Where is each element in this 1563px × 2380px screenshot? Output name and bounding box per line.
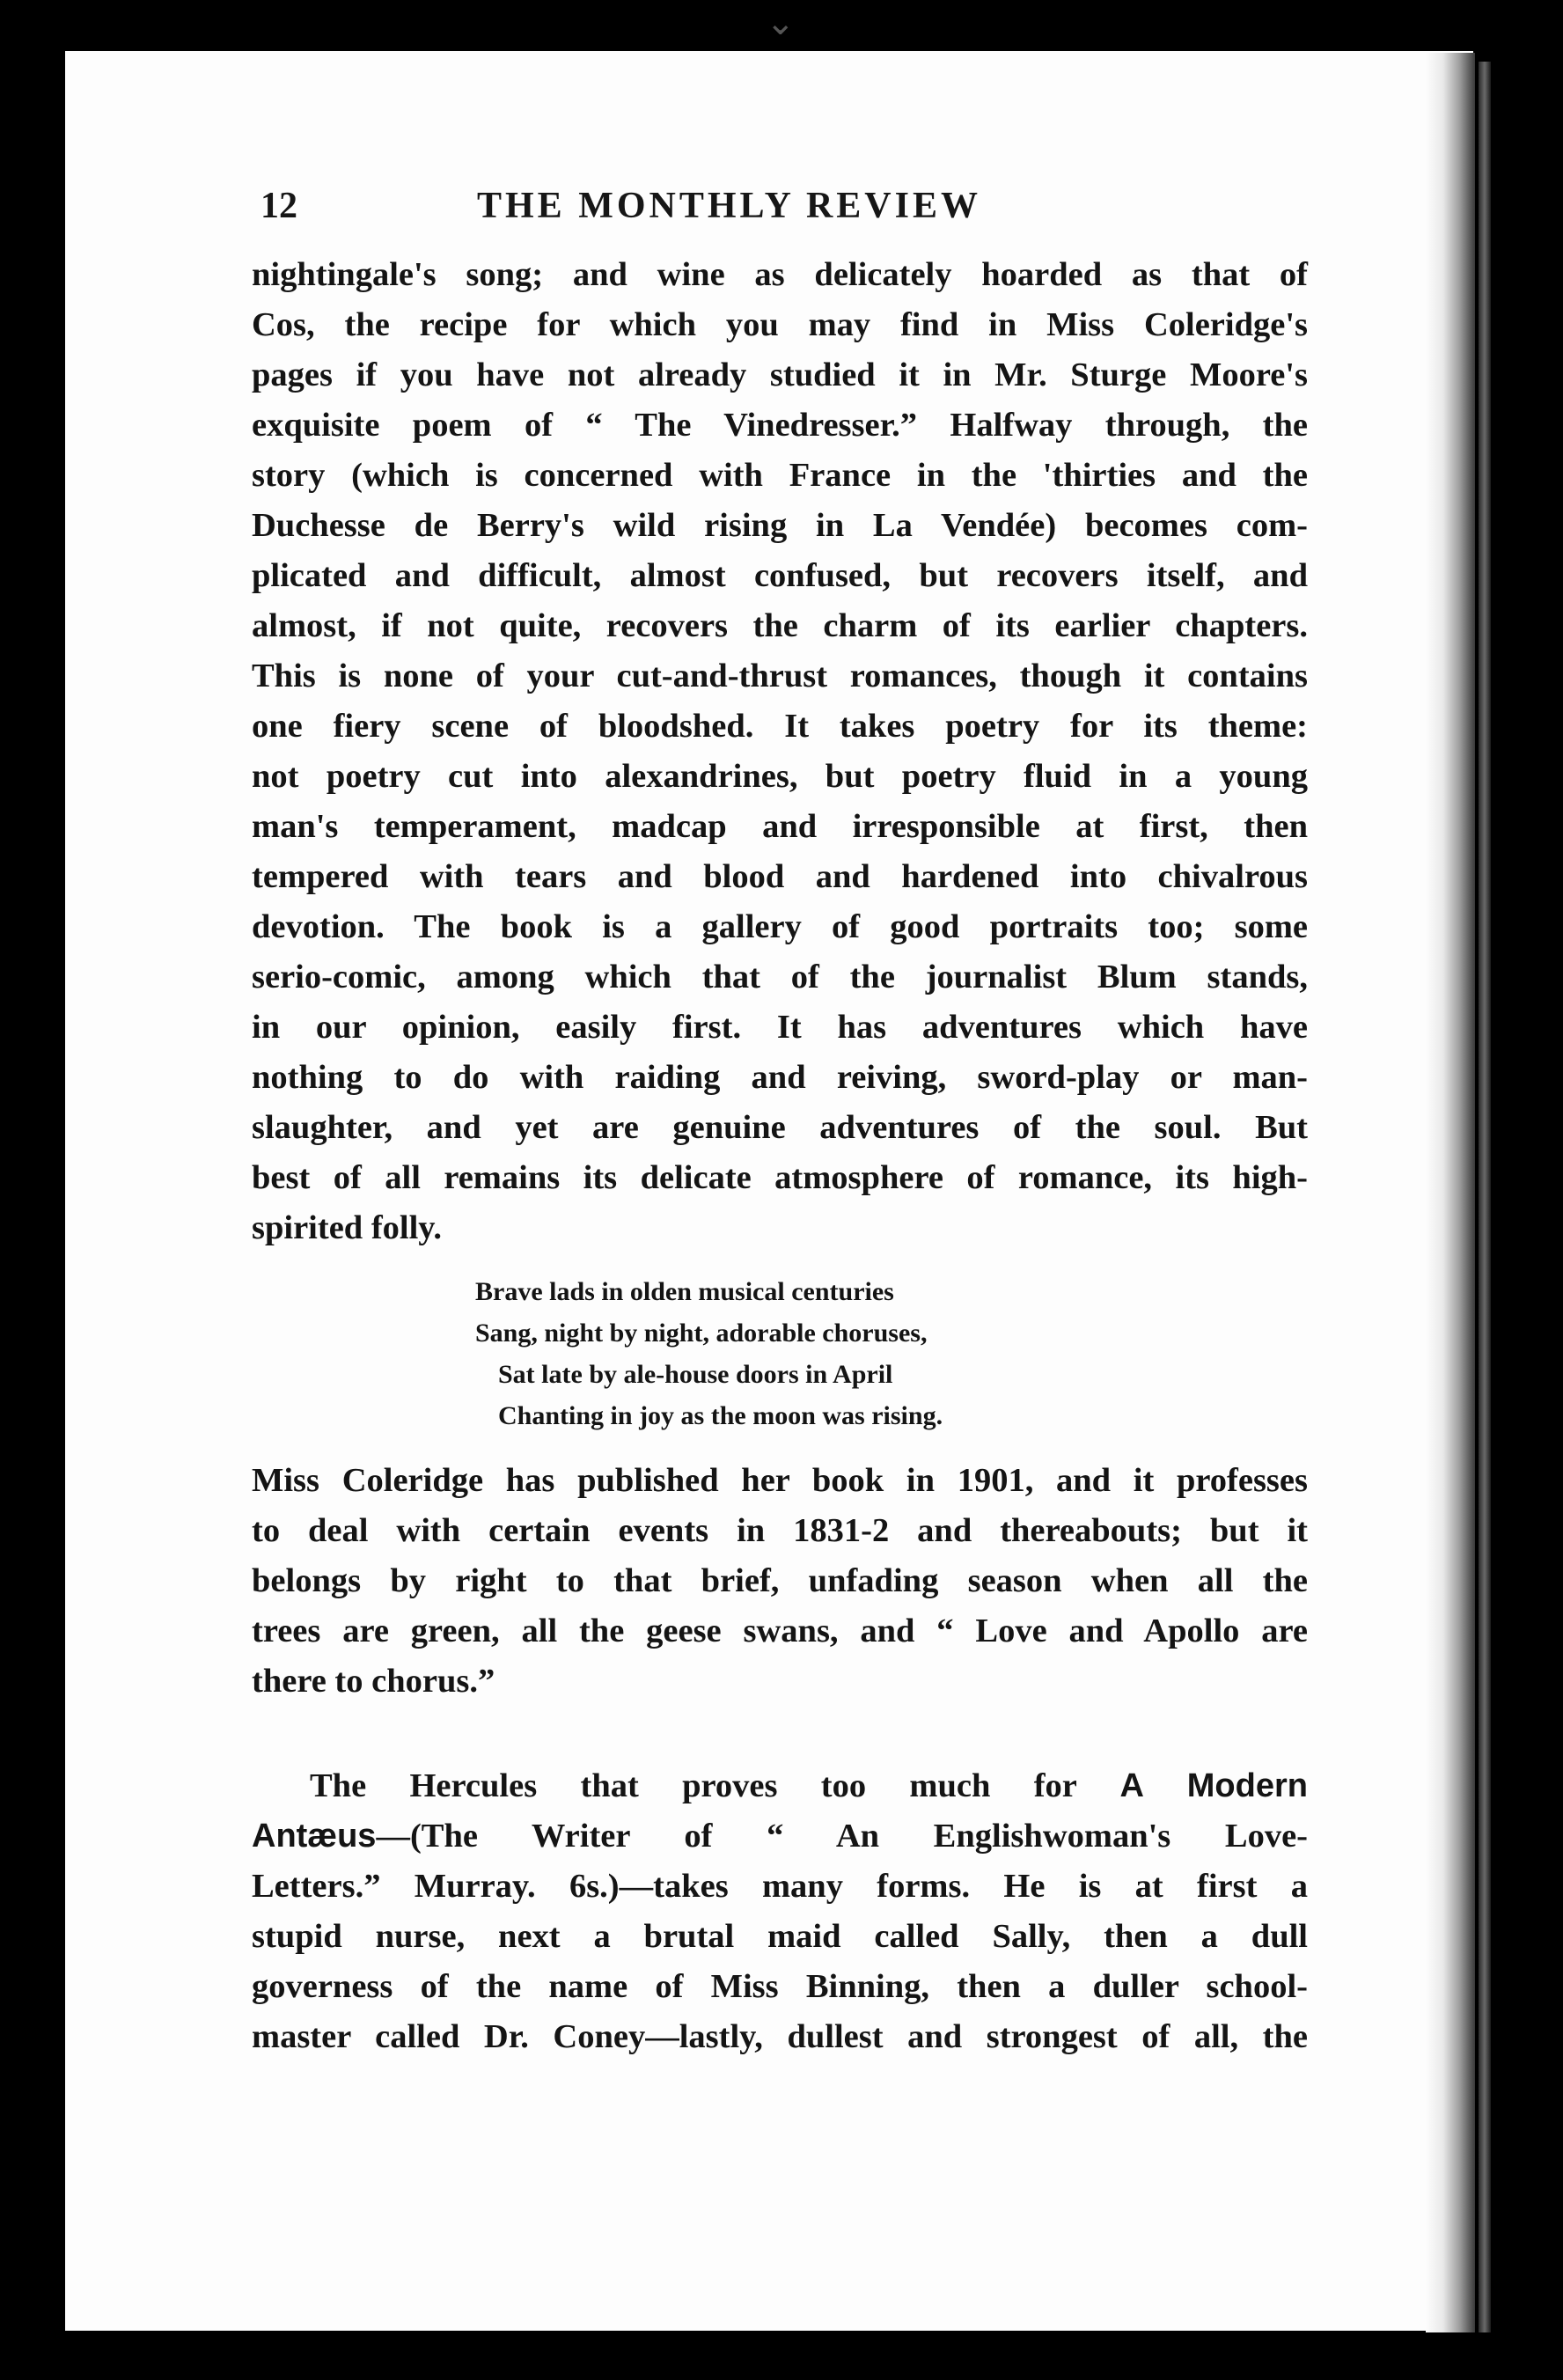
book-title: A Modern bbox=[1119, 1767, 1308, 1804]
text-line: Duchesse de Berry's wild rising in La Vendée) becomes com- bbox=[252, 507, 1308, 544]
text-line: Cos, the recipe for which you may find in Miss Coleridge's bbox=[252, 306, 1308, 343]
text-line: story (which is concerned with France in the 'thirties and the bbox=[252, 457, 1308, 494]
text-line: This is none of your cut-and-thrust romances, though it contains bbox=[252, 657, 1308, 694]
paragraph-1 bbox=[252, 250, 1308, 1253]
text-line: one fiery scene of bloodshed. It takes poetry for its theme: bbox=[252, 708, 1308, 745]
text-line: stupid nurse, next a brutal maid called Sally, then a dull bbox=[252, 1918, 1308, 1955]
text-line: master called Dr. Coney—lastly, dullest and strongest of all, the bbox=[252, 2018, 1308, 2055]
section-gap bbox=[252, 1707, 1308, 1761]
verse-line: Chanting in joy as the moon was rising. bbox=[498, 1401, 943, 1430]
verse-line: Sat late by ale-house doors in April bbox=[498, 1360, 893, 1389]
text-line: almost, if not quite, recovers the charm of its earlier chapters. bbox=[252, 607, 1308, 644]
text-line bbox=[252, 1811, 1308, 1862]
page-gutter bbox=[1479, 62, 1491, 2332]
verse-line: Sang, night by night, adorable choruses, bbox=[475, 1319, 928, 1348]
text-line: governess of the name of Miss Binning, then a duller school- bbox=[252, 1968, 1308, 2005]
text-line: in our opinion, easily first. It has adventures which have bbox=[252, 1009, 1308, 1046]
page-edge-shadow bbox=[1426, 53, 1475, 2332]
text-line: pages if you have not already studied it in Mr. Sturge Moore's bbox=[252, 356, 1308, 393]
text-line: nightingale's song; and wine as delicately hoarded as that of bbox=[252, 256, 1308, 293]
running-title: THE MONTHLY REVIEW bbox=[477, 186, 981, 226]
text-line: tempered with tears and blood and hardened into chivalrous bbox=[252, 858, 1308, 895]
text-line: belongs by right to that brief, unfading season when all the bbox=[252, 1562, 1308, 1599]
text-line: slaughter, and yet are genuine adventures of the soul. But bbox=[252, 1109, 1308, 1146]
page-body bbox=[252, 250, 1308, 2062]
text-line: serio-comic, among which that of the journalist Blum stands, bbox=[252, 959, 1308, 995]
text-fragment: —(The Writer of “ An Englishwoman's Love- bbox=[376, 1818, 1308, 1855]
paragraph-2 bbox=[252, 1456, 1308, 1707]
text-line: devotion. The book is a gallery of good portraits too; some bbox=[252, 908, 1308, 945]
text-line: there to chorus.” bbox=[252, 1663, 495, 1700]
scan-crop-mark: ⌄ bbox=[766, 3, 796, 43]
verse-line: Brave lads in olden musical centuries bbox=[475, 1277, 894, 1306]
text-line: spirited folly. bbox=[252, 1209, 443, 1246]
text-line: Letters.” Murray. 6s.)—takes many forms. He is at first a bbox=[252, 1868, 1308, 1905]
text-line: Miss Coleridge has published her book in 1901, and it professes bbox=[252, 1462, 1308, 1499]
text-line bbox=[252, 1761, 1308, 1811]
text-line: nothing to do with raiding and reiving, sword-play or man- bbox=[252, 1059, 1308, 1096]
text-line: to deal with certain events in 1831-2 and thereabouts; but it bbox=[252, 1512, 1308, 1549]
text-fragment: The Hercules that proves too much for bbox=[310, 1767, 1077, 1804]
verse-quotation bbox=[252, 1271, 1308, 1436]
text-line: plicated and difficult, almost confused, but recovers itself, and bbox=[252, 557, 1308, 594]
paragraph-3 bbox=[252, 1761, 1308, 2062]
page-header bbox=[260, 181, 1079, 231]
text-line: man's temperament, madcap and irresponsible at first, then bbox=[252, 808, 1308, 845]
text-line: exquisite poem of “ The Vinedresser.” Halfway through, the bbox=[252, 407, 1308, 444]
text-line: best of all remains its delicate atmosphere of romance, its high- bbox=[252, 1159, 1308, 1196]
book-title: Antæus bbox=[252, 1818, 377, 1855]
text-line: trees are green, all the geese swans, and “ Love and Apollo are bbox=[252, 1612, 1308, 1649]
page-number: 12 bbox=[260, 186, 297, 226]
text-line: not poetry cut into alexandrines, but poetry fluid in a young bbox=[252, 758, 1308, 795]
